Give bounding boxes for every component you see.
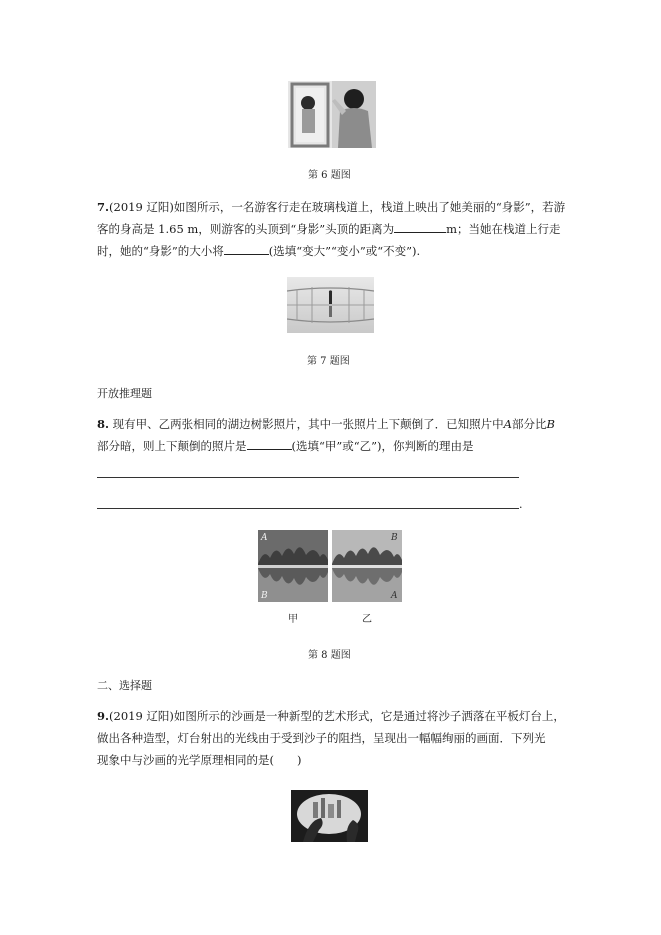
q8-number: 8. [97,417,110,431]
q6-mirror-photo [288,81,376,148]
q7-line1-text: 如图所示，一名游客行走在玻璃栈道上，栈道上映出了她美丽的“身影”，若游 [173,200,566,214]
q8-photo-jia [258,530,328,602]
q8-var-a: A [503,417,512,431]
q6-caption: 第 6 题图 [308,170,351,181]
q7-line-1 [97,196,567,218]
q8-line-2 [97,435,567,457]
q8-answer-period: . [519,498,523,511]
q7-line3a-text: 时，她的“身影”的大小将 [97,244,224,258]
q7-line-2 [97,218,567,240]
q9-line1-text: 如图所示的沙画是一种新型的艺术形式，它是通过将沙子洒落在平板灯台上， [173,709,565,723]
q9-line-2: 做出各种造型，灯台射出的光线由于受到沙子的阻挡，呈现出一幅幅绚丽的画面．下列光 [97,731,546,745]
q9-line-3: 现象中与沙画的光学原理相同的是( ) [97,753,302,767]
q9-sand-painting-photo [291,790,368,842]
q8-label-yi: 乙 [362,614,372,625]
q7-caption: 第 7 题图 [307,356,350,367]
section-choice: 二、选择题 [97,679,152,692]
q7-text [97,196,567,262]
q8-label-jia: 甲 [288,614,298,625]
section-open-reasoning: 开放推理题 [97,387,152,400]
q8-line-1 [97,413,567,435]
q8-answer-line-1[interactable] [97,477,519,478]
q8-yi-bottom-mark: A [391,591,398,601]
q7-line3b-text: (选填“变大”“变小”或“不变”). [268,244,421,258]
q8-line1a-text: 现有甲、乙两张相同的湖边树影照片，其中一张照片上下颠倒了．已知照片中 [112,417,504,431]
q9-number: 9. [97,709,110,723]
q7-blank-size[interactable] [224,242,269,255]
q7-blank-distance[interactable] [394,220,446,233]
q7-number: 7. [97,200,110,214]
q8-line1b-text: 部分比 [511,417,547,431]
q8-line2a-text: 部分暗，则上下颠倒的照片是 [97,439,247,453]
q9-line-1 [97,705,567,727]
q9-source: (2019 辽阳) [109,709,174,723]
q8-blank-photo[interactable] [247,437,292,450]
q7-line-3 [97,240,567,262]
q7-line2a-text: 客的身高是 1.65 m，则游客的头顶到“身影”头顶的距离为 [97,222,395,236]
q8-yi-top-mark: B [391,533,398,543]
q8-line2b-text: (选填“甲”或“乙”)，你判断的理由是 [291,439,474,453]
q8-answer-line-2[interactable] [97,508,519,509]
q7-walkway-photo [287,277,374,333]
q8-text [97,413,567,457]
q8-var-b: B [546,417,555,431]
q8-photo-yi [332,530,402,602]
q7-source: (2019 辽阳) [109,200,174,214]
q7-line2b-text: m；当她在栈道上行走 [446,222,561,236]
q8-jia-bottom-mark: B [261,591,268,601]
q8-caption: 第 8 题图 [308,650,351,661]
q9-text [97,705,567,771]
q8-jia-top-mark: A [261,533,268,543]
